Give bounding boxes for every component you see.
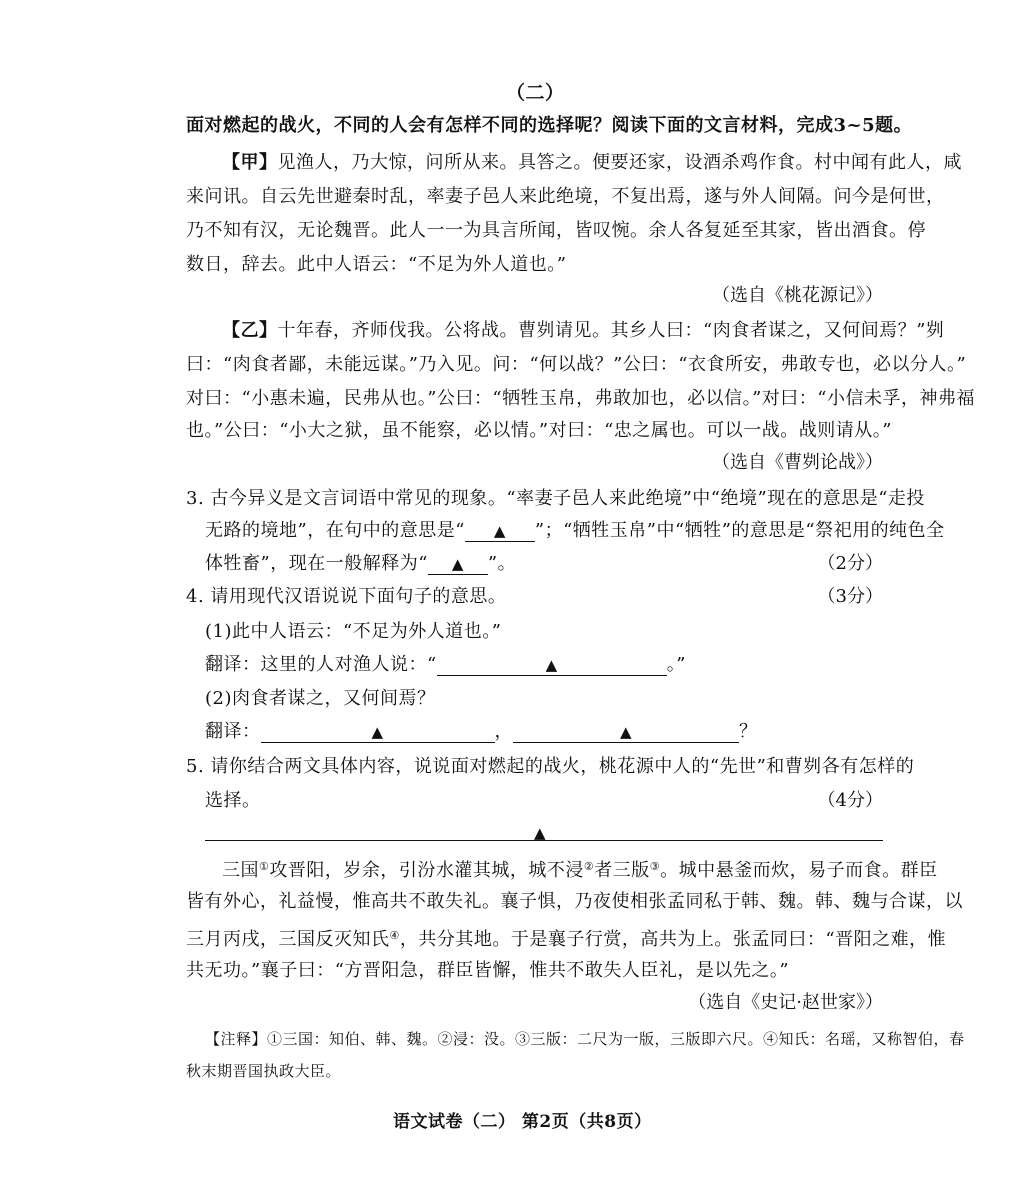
annotation-line-1: 【注释】①三国：知伯、韩、魏。②浸：没。③三版：二尺为一版，三版即六尺。④知氏：名瑶，又称智伯，春 bbox=[205, 1030, 965, 1048]
passage-jia-line-2: 来问讯。自云先世避秦时乱，率妻子邑人来此绝境，不复出焉，遂与外人间隔。问今是何世， bbox=[186, 186, 945, 207]
answer-blank-1[interactable] bbox=[465, 521, 535, 542]
question-3-line-1: 3. 古今异义是文言词语中常见的现象。“率妻子邑人来此绝境”中“绝境”现在的意思是“走投 bbox=[186, 488, 925, 509]
passage-jia-line-1: 【甲】见渔人，乃大惊，问所从来。具答之。便要还家，设酒杀鸡作食。村中闻有此人，咸 bbox=[222, 152, 962, 173]
footnote-ref-1: ① bbox=[259, 860, 270, 873]
answer-blank-5[interactable] bbox=[513, 722, 739, 743]
question-3-score: （2分） bbox=[817, 553, 883, 574]
answer-mark: ▲ bbox=[619, 723, 633, 741]
answer-mark: ▲ bbox=[545, 656, 558, 674]
passage-yi-line-4: 也。”公曰：“小大之狱，虽不能察，必以情。”对曰：“忠之属也。可以一战。战则请从。” bbox=[186, 420, 893, 441]
passage-yi-line-2: 曰：“肉食者鄙，未能远谋。”乃入见。问：“何以战？”公曰：“衣食所安，弗敢专也，必以分人。” bbox=[186, 354, 967, 375]
annotation-line-2: 秋末期晋国执政大臣。 bbox=[186, 1062, 342, 1080]
answer-mark: ▲ bbox=[534, 824, 547, 842]
passage-jia-line-3: 乃不知有汉，无论魏晋。此人一一为具言所闻，皆叹惋。余人各复延至其家，皆出酒食。停 bbox=[186, 220, 926, 241]
question-4-sentence-2: (2)肉食者谋之，又何间焉？ bbox=[205, 688, 436, 709]
passage-bing-source: （选自《史记·赵世家》） bbox=[688, 992, 883, 1013]
question-5-score: （4分） bbox=[817, 790, 883, 811]
passage-yi-line-3: 对曰：“小惠未遍，民弗从也。”公曰：“牺牲玉帛，弗敢加也，必以信。”对曰：“小信未孚，神弗福 bbox=[186, 388, 976, 409]
question-4-sentence-1: (1)此中人语云：“不足为外人道也。” bbox=[205, 621, 502, 642]
footnote-ref-2: ② bbox=[583, 860, 595, 873]
passage-jia-line-4: 数日，辞去。此中人语云：“不足为外人道也。” bbox=[186, 254, 567, 275]
page-footer: 语文试卷（二） 第2页（共8页） bbox=[393, 1112, 652, 1132]
passage-jia-label: 【甲】 bbox=[222, 152, 278, 173]
question-4-translation-2: 翻译： ▲ ， ▲ ？ bbox=[205, 721, 758, 742]
answer-blank-2[interactable] bbox=[428, 554, 488, 575]
answer-blank-3[interactable] bbox=[437, 655, 667, 676]
question-4-translation-1: 翻译：这里的人对渔人说：“ ▲ 。” bbox=[205, 654, 686, 675]
passage-yi-label: 【乙】 bbox=[222, 320, 278, 341]
footnote-ref-3: ③ bbox=[649, 860, 661, 873]
footnote-ref-4: ④ bbox=[389, 929, 400, 942]
section-intro: 面对燃起的战火，不同的人会有怎样不同的选择呢？阅读下面的文言材料，完成3~5题。 bbox=[186, 115, 913, 136]
passage-bing-line-4: 共无功。”襄子曰：“方晋阳急，群臣皆懈，惟共不敢失人臣礼，是以先之。” bbox=[186, 960, 790, 981]
section-title: （二） bbox=[506, 82, 565, 104]
passage-jia-source: （选自《桃花源记》） bbox=[712, 285, 883, 306]
question-5-line-1: 5. 请你结合两文具体内容，说说面对燃起的战火，桃花源中人的“先世”和曹刿各有怎样的 bbox=[186, 756, 915, 777]
question-3-line-2: 无路的境地”，在句中的意思是“ ▲ ”；“牺牲玉帛”中“牺牲”的意思是“祭祀用的纯色全 bbox=[205, 520, 945, 541]
answer-mark: ▲ bbox=[493, 522, 506, 540]
question-5-line-2: 选择。 bbox=[205, 790, 261, 811]
answer-mark: ▲ bbox=[371, 723, 384, 741]
question-3-line-3: 体牲畜”，现在一般解释为“ ▲ ”。 bbox=[205, 553, 517, 574]
passage-bing-line-1: 三国①攻晋阳，岁余，引汾水灌其城，城不浸②者三版③。城中悬釜而炊，易子而食。群臣 bbox=[222, 860, 938, 881]
passage-bing-line-2: 皆有外心，礼益慢，惟高共不敢失礼。襄子惧，乃夜使相张孟同私于韩、魏。韩、魏与合谋，以 bbox=[186, 891, 963, 912]
passage-yi-source: （选自《曹刿论战》） bbox=[712, 452, 883, 473]
passage-bing-line-3: 三月丙戌，三国反灭知氏④，共分其地。于是襄子行赏，高共为上。张孟同曰：“晋阳之难，惟 bbox=[186, 929, 947, 950]
question-4-stem: 4. 请用现代汉语说说下面句子的意思。 bbox=[186, 586, 507, 607]
answer-blank-4[interactable] bbox=[261, 722, 495, 743]
answer-mark: ▲ bbox=[451, 555, 464, 573]
question-4-score: （3分） bbox=[817, 586, 883, 607]
passage-yi-line-1: 【乙】十年春，齐师伐我。公将战。曹刿请见。其乡人曰：“肉食者谋之，又何间焉？”刿 bbox=[222, 320, 945, 341]
answer-line-q5[interactable] bbox=[205, 840, 883, 841]
